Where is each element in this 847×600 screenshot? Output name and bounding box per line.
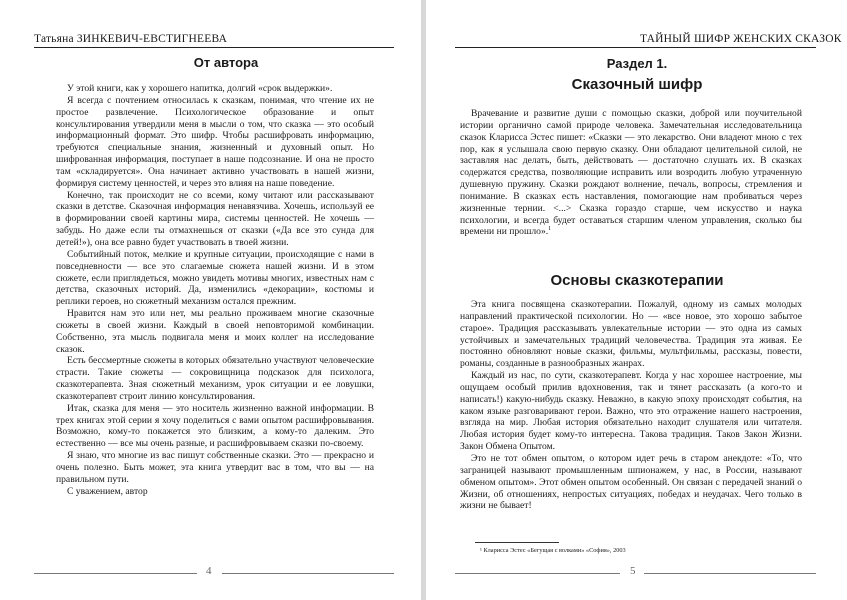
page-number: 4 (206, 565, 212, 577)
paragraph: Я знаю, что многие из вас пишут собственные сказки. Это — прекрасно и очень полезно. Быть может, эта книга утвердит вас в том, что вы — на правильном пути. (56, 450, 374, 485)
paragraph: Нравится нам это или нет, мы реально проживаем многие сказочные сюжеты в своей жизни. Каждый в своей неповторимой комбинации. Собственно, эта мысль подвигала меня и моих коллег на исследование сказок. (56, 308, 374, 355)
header-rule (34, 47, 394, 48)
left-page (0, 0, 421, 600)
paragraph (460, 108, 802, 238)
paragraph: Каждый из нас, по сути, сказкотерапевт. Когда у нас хорошее настроение, мы ощущаем особый прилив вдохновения, так и тянет рассказать (а кого-то и написать!) какую-нибудь сказку. Неважно, в какую эпоху происходят события, на каком языке разговаривают герои. Важно, что это отражение нашего настроения, взгляда на мир. Любая история обязательно находит слушателя или читателя. Любая история будет кому-то интересна. Такова традиция. Таков Закон Жизни. Закон Обмена Опытом. (460, 370, 802, 453)
paragraph: Я всегда с почтением относилась к сказкам, понимая, что чтение их не простое развлечение. Психологическое образование и опыт консультирования утвердили меня в мысли о том, что сказка — это особый информационный формат. Это шифр. Чтобы расшифровать информацию, требуются специальные знания, жизненный и духовный опыт. Но шифрованная информация, поступает в наше подсознание. И она не просто там «складируется». Она начинает активно участвовать в нашей жизни, формируя систему ценностей, и через это влияя на наше поведение. (56, 94, 374, 189)
signature-line: С уважением, автор (67, 485, 148, 497)
author-preface-text (56, 83, 374, 498)
paragraph: Конечно, так происходит не со всеми, кому читают или рассказывают сказки в детстве. Сказочная информация ненавязчива. Хочешь, используй ее в формировании своей картины мира, системы ценностей. Не хочешь — забудь. Но даже если ты отмахнешься от сказки («Да все это сунда для детей!»), она все равно будет участвовать в твоей жизни. (56, 189, 374, 248)
footer-rule-right (644, 573, 816, 574)
paragraph: Итак, сказка для меня — это носитель жизненно важной информации. В трех книгах этой серии я хочу поделиться с вами опытом расшифровывания. Возможно, кому-то покажется это близким, а кому-то далеким. Это естественно — все мы очень разные, и расшифровываем сказки по-своему. (56, 402, 374, 450)
section-text (460, 108, 802, 238)
quote-paragraph: Врачевание и развитие души с помощью сказки, доброй или поучительной истории органично самой природе человека. Замечательная исследовательница сказок Кларисса Эстес пишет: «Сказки — это лекарство. Они владеют мною с тех пор, как я услышала свою первую сказку. Они обладают целительной силой, не заставляя нас делать, быть, действовать — достаточно слушать их. В сказках содержатся средства, позволяющие исправить или возродить любую утраченную душевную пружину. Сказки рождают волнение, печаль, вопросы, стремления и понимание. В сказках есть наставления, помогающие нам пробиваться через жизненные тернии. <...> Сказка гораздо старше, чем искусство и наука психологии, и всегда будет оставаться старшим членом управления, сколько бы времени ни прошло». (460, 108, 802, 238)
footnote-rule (475, 542, 559, 543)
footer-rule-right (222, 573, 394, 574)
section-title: Сказочный шифр (571, 76, 703, 93)
running-header-author (34, 33, 227, 45)
section-label: Раздел 1. (606, 56, 668, 71)
right-page (426, 0, 847, 600)
running-header-title: ТАЙНЫЙ ШИФР ЖЕНСКИХ СКАЗОК (640, 33, 842, 45)
author-last-name: ЗИНКЕВИЧ-ЕВСТИГНЕЕВА (76, 33, 228, 45)
footer-rule-left (455, 573, 620, 574)
paragraph: Есть бессмертные сюжеты в которых обязательно участвуют человеческие страсти. Такие сюжеты — сокровищница подсказок для психолога, сказкотерапевта. Зная сюжетный механизм, урок ситуации и ее ловушки, сказкотерапевт строит линию консультирования. (56, 355, 374, 402)
page-number: 5 (630, 565, 636, 577)
page-heading: От автора (193, 55, 259, 70)
subsection-title: Основы сказкотерапии (550, 272, 724, 289)
subsection-text (460, 299, 802, 512)
footnote-ref: 1 (548, 226, 552, 233)
paragraph: Это не тот обмен опытом, о котором идет речь в старом анекдоте: «То, что заграницей называют промышленным шпионажем, у нас, в России, называют обменом опытом». Этот обмен опытом особенный. Он связан с передачей знаний о Жизни, об отношениях, непростых ситуациях, победах и неудачах. Чего только в жизни не бывает! (460, 452, 802, 512)
author-first-name: Татьяна (34, 33, 74, 45)
paragraph: У этой книги, как у хорошего напитка, долгий «срок выдержки». (67, 83, 333, 94)
header-rule (455, 47, 816, 48)
paragraph: Событийный поток, мелкие и крупные ситуации, происходящие с нами в повседневности — все это слагаемые сюжета нашей жизни. И в этом сюжете, если приглядеться, можно увидеть мотивы многих, известных нам с детства, сказочных историй. Да, изменились «декорации», костюмы и реплики героев, но сюжетный механизм остался прежним. (56, 248, 374, 308)
paragraph: Эта книга посвящена сказкотерапии. Пожалуй, одному из самых молодых направлений практической психологии. Но — «все новое, это хорошо забытое старое». Традиция рассказывать увлекательные истории — это одна из самых устойчивых и замечательных традиций человечества. Традиция эта живая. Ее постоянно обновляют новые сказки, фильмы, мультфильмы, рассказы, повести, романы, созданные в разнообразных жанрах. (460, 299, 802, 370)
footnote: ¹ Кларисса Эстес «Бегущая с волками» «София», 2003 (480, 547, 626, 554)
footer-rule-left (34, 573, 197, 574)
